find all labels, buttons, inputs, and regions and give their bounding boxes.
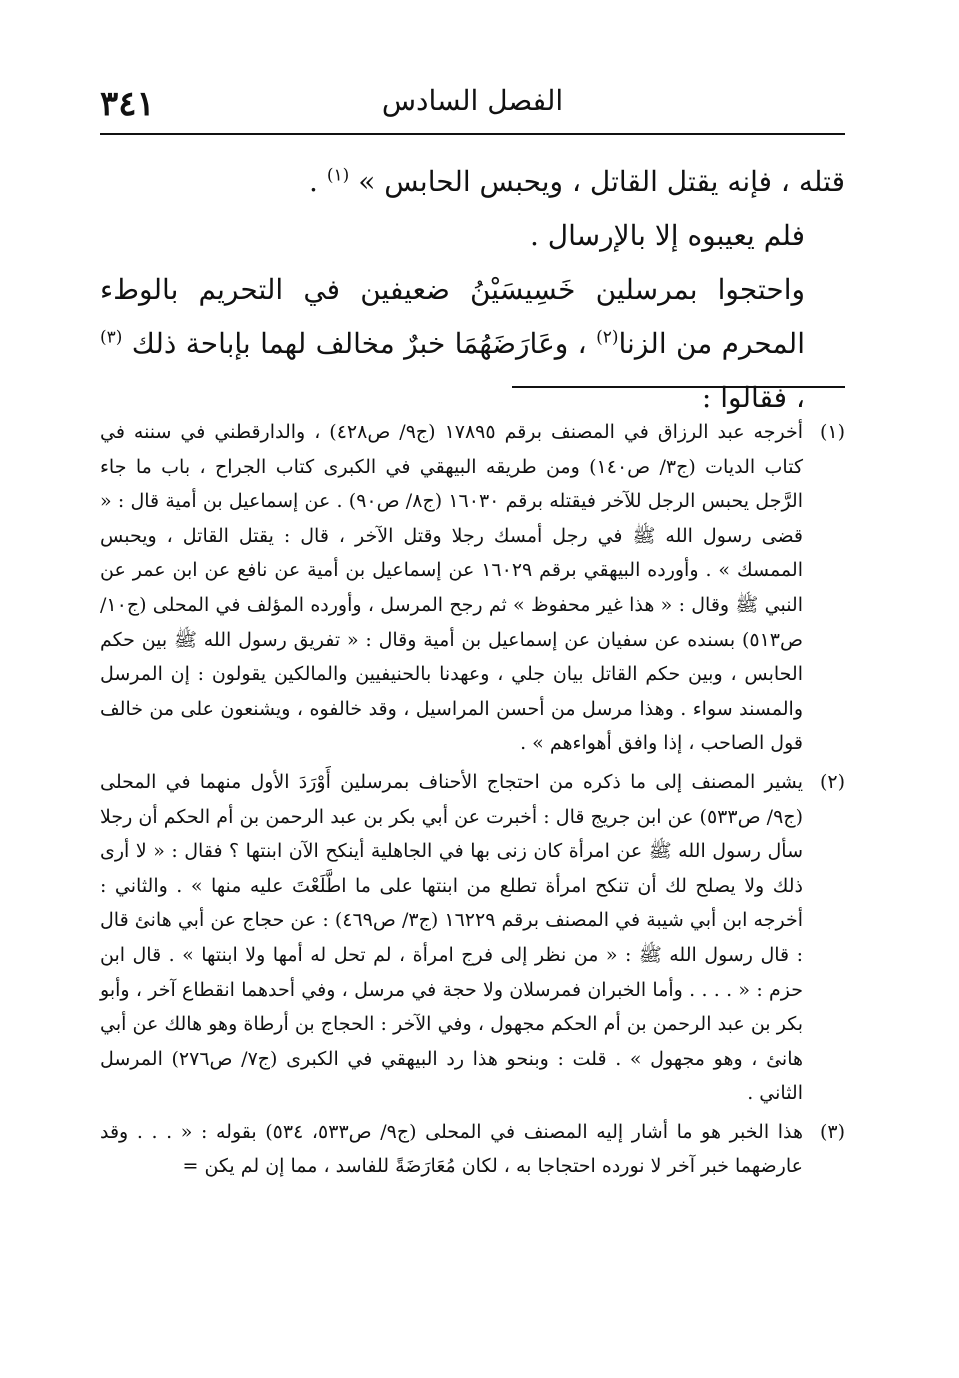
paragraph-1-end: . xyxy=(309,165,327,198)
footnote-number: (٣) xyxy=(819,1120,845,1143)
page-number: ٣٤١ xyxy=(100,84,155,124)
footnote-ref-2: (٢) xyxy=(596,327,619,348)
footnote-separator xyxy=(512,386,845,388)
footnote-number: (٢) xyxy=(819,770,845,793)
footnote-3 xyxy=(100,1115,845,1184)
footnote-number: (١) xyxy=(819,421,845,443)
paragraph-1-text: قتله ، فإنه يقتل القاتل ، ويحبس الحابس » xyxy=(358,165,845,198)
paragraph-3-text-b: ، وعَارَضَهُمَا خبرٌ مخالف لهما بإباحة ذلك xyxy=(122,327,597,360)
footnote-2 xyxy=(100,765,845,1111)
footnote-text: يشير المصنف إلى ما ذكره من احتجاج الأحناف بمرسلين أَوْرَدَ الأول منهما في المحلى (ج٩/ ص٥٣٣) عن ابن جريج قال : أخبرت عن أبي بكر بن عبد الرحمن بن أم الحكم أن رجلا سأل رسول الله ﷺ عن امرأة كان زنى بها في الجاهلية أينكح الآن ابنتها ؟ فقال : « لا أرى ذلك ولا يصلح لك أن تنكح امرأة تطلع من ابنتها على ما اطَّلَعْتَ عليه منها » . والثاني : أخرجه ابن أبي شيبة في المصنف برقم ١٦٢٢٩ (ج٣/ ص٤٦٩) : عن حجاج عن أبي هانئ قال : قال رسول الله ﷺ : « من نظر إلى فرج امرأة ، لم تحل له أمها ولا ابنتها » . قال ابن حزم : « . . . . وأما الخبران فمرسلان ولا حجة في مرسل ، وفي أحدهما انقطاع آخر ، وأبو بكر بن عبد الرحمن بن أم الحكم مجهول ، وفي الآخر : الحجاج بن أرطاة وهو هالك عن أبي هانئ ، وهو مجهول » . قلت : وبنحو هذا رد البيهقي في الكبرى (ج٧/ ص٢٧٦) المرسل الثاني . xyxy=(100,770,803,1105)
footnotes xyxy=(100,415,845,1188)
paragraph-1 xyxy=(100,155,845,209)
paragraph-3-text-a: واحتجوا بمرسلين خَسِيسَيْنُ ضعيفين في التحريم بالوطء المحرم من الزنا xyxy=(100,273,805,360)
footnote-ref-1: (١) xyxy=(326,165,350,186)
paragraph-3 xyxy=(100,263,845,425)
footnote-1 xyxy=(100,415,845,761)
paragraph-3-text-c: ، فقالوا : xyxy=(701,381,805,414)
main-text xyxy=(100,155,845,425)
footnote-text: أخرجه عبد الرزاق في المصنف برقم ١٧٨٩٥ (ج٩/ ص٤٢٨) ، والدارقطني في سننه في كتاب الديات (ج٣/ ص١٤٠) ومن طريقه البيهقي في الكبرى كتاب الجراح ، باب ما جاء الرَّجل يحبس الرجل للآخر فيقتله برقم ١٦٠٣٠ (ج٨/ ص٩٠) . عن إسماعيل بن أمية قال : « قضى رسول الله ﷺ في رجل أمسك رجلا وقتل الآخر ، قال : يقتل القاتل ، ويحبس الممسك » . وأورده البيهقي برقم ١٦٠٢٩ عن إسماعيل بن أمية عن نافع عن ابن عمر عن النبي ﷺ وقال : « هذا غير محفوظ » ثم رجح المرسل ، وأورده المؤلف في المحلى (ج١٠/ ص٥١٣) بسنده عن سفيان عن إسماعيل بن أمية وقال : « تفريق رسول الله ﷺ بين حكم الحابس ، وبين حكم القاتل بيان جلي ، وعهدنا بالحنيفيين والمالكين يقولون : إن المرسل والمسند سواء . وهذا مرسل من أحسن المراسيل ، وقد خالفوه ، ويشنعون على من خالف قول الصاحب ، إذا وافق أهواءهم » . xyxy=(100,421,803,755)
header-rule xyxy=(100,133,845,135)
footnote-ref-3: (٣) xyxy=(100,327,123,348)
paragraph-2: فلم يعيبوه إلا بالإرسال . xyxy=(529,219,805,252)
footnote-text: هذا الخبر هو ما أشار إليه المصنف في المحلى (ج٩/ ص٥٣٣، ٥٣٤) بقوله : « . . . وقد عارضهما خبر آخر لا نورده احتجاجا به ، لكان مُعَارَضَةً للفاسد ، مما إن لم يكن = xyxy=(100,1120,803,1178)
page-header xyxy=(100,78,845,130)
chapter-title: الفصل السادس xyxy=(381,84,564,117)
